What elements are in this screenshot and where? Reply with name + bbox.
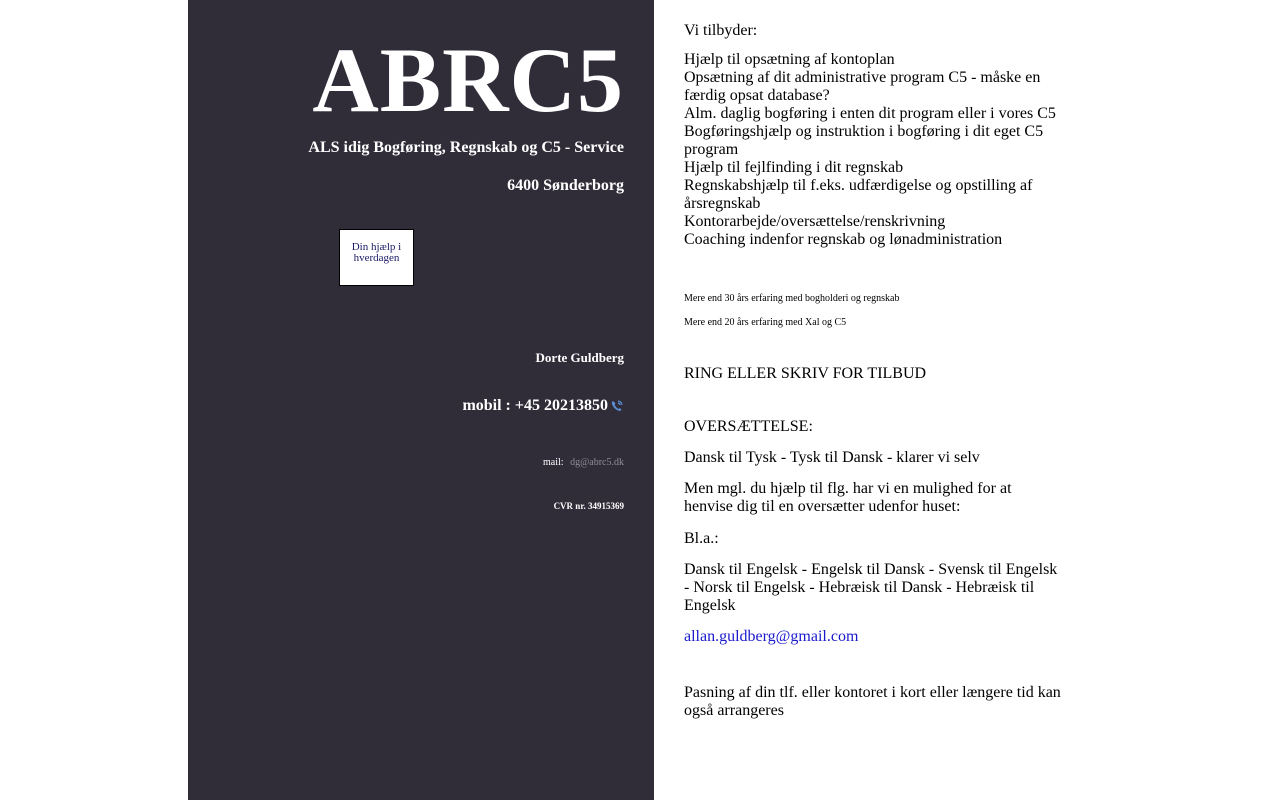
cvr-number: CVR nr. 34915369 xyxy=(553,501,624,511)
help-box-text: Din hjælp i hverdagen xyxy=(351,241,402,264)
tagline: ALS idig Bogføring, Regnskab og C5 - Service xyxy=(308,139,624,156)
list-item: Kontorarbejde/oversættelse/renskrivning xyxy=(684,213,946,230)
offer-heading: Vi tilbyder: xyxy=(684,22,758,39)
email-line xyxy=(684,628,1064,646)
translation-text-1: Dansk til Tysk - Tysk til Dansk - klarer vi selv xyxy=(684,449,980,466)
help-box xyxy=(339,229,414,286)
mail-label: mail: xyxy=(543,457,564,468)
mail-line xyxy=(543,457,624,468)
list-item: Opsætning af dit administrative program C5 - måske en færdig opsat database? xyxy=(684,69,1041,104)
translation-text-2: Men mgl. du hjælp til flg. har vi en mulighed for at henvise dig til en oversætter udenfor huset: xyxy=(684,480,1012,515)
call-to-action: RING ELLER SKRIV FOR TILBUD xyxy=(684,365,927,382)
mobile-number: mobil : +45 20213850 xyxy=(462,397,608,414)
translation-languages: Dansk til Engelsk - Engelsk til Dansk - Svensk til Engelsk - Norsk til Engelsk - Hebræisk til Dansk - Hebræisk til Engelsk xyxy=(684,561,1058,614)
translation-heading: OVERSÆTTELSE: xyxy=(684,418,813,435)
phone-icon[interactable] xyxy=(610,399,624,413)
phone-service-text: Pasning af din tlf. eller kontoret i kort eller længere tid kan også arrangeres xyxy=(684,684,1061,719)
email-link[interactable]: allan.guldberg@gmail.com xyxy=(684,628,859,645)
translation-text-3: Bl.a.: xyxy=(684,530,719,547)
services-list xyxy=(684,51,1064,249)
city: 6400 Sønderborg xyxy=(507,177,624,194)
list-item: Regnskabshjælp til f.eks. udfærdigelse og opstilling af årsregnskab xyxy=(684,177,1033,212)
contact-name: Dorte Guldberg xyxy=(535,350,624,365)
list-item: Hjælp til fejlfinding i dit regnskab xyxy=(684,159,904,176)
logo: ABRC5 xyxy=(312,29,624,131)
mail-link[interactable]: dg@abrc5.dk xyxy=(570,457,624,468)
list-item: Coaching indenfor regnskab og lønadministration xyxy=(684,231,1003,248)
experience-text-2: Mere end 20 års erfaring med Xal og C5 xyxy=(684,317,847,328)
list-item: Bogføringshjælp og instruktion i bogføring i dit eget C5 program xyxy=(684,123,1044,158)
mobile-line xyxy=(462,397,624,415)
experience-text-1: Mere end 30 års erfaring med bogholderi og regnskab xyxy=(684,293,900,304)
list-item: Hjælp til opsætning af kontoplan xyxy=(684,51,895,68)
left-panel xyxy=(188,0,654,800)
list-item: Alm. daglig bogføring i enten dit program eller i vores C5 xyxy=(684,105,1056,122)
